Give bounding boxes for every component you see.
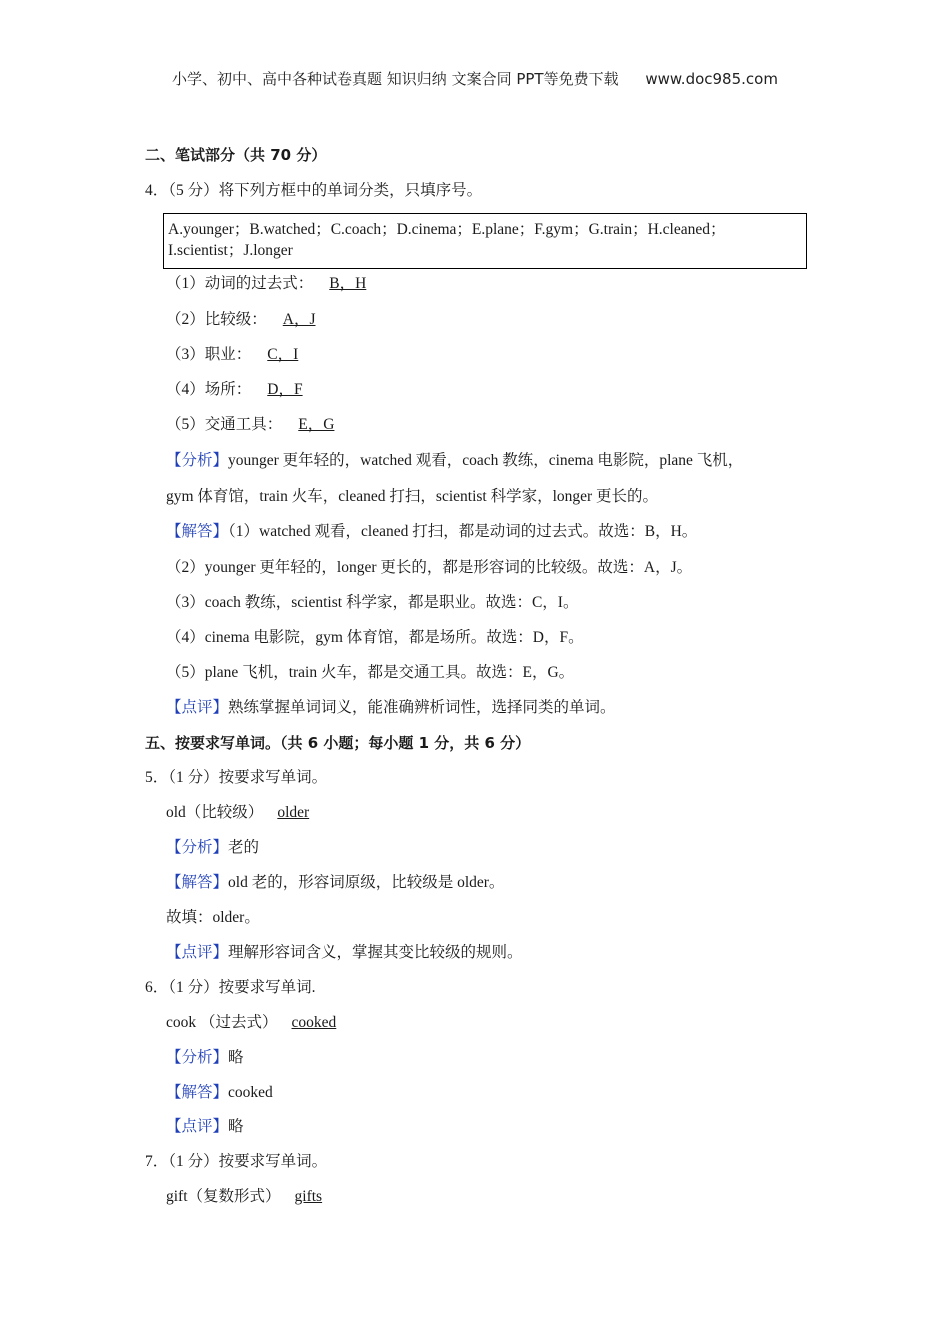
q4-item-5-label: （5）交通工具： — [166, 416, 283, 433]
q4-comment-text: 熟练掌握单词词义，能准确辨析词性，选择同类的单词。 — [228, 699, 616, 716]
q6-solution — [166, 1083, 273, 1103]
q4-solution-4: （4）cinema 电影院，gym 体育馆，都是场所。故选：D，F。 — [166, 629, 584, 646]
analysis-tag: 【分析】 — [166, 839, 229, 856]
q5-answer: older — [277, 804, 310, 821]
word-box-line-2: I.scientist；J.longer — [168, 242, 293, 259]
q4-item-5-answer: E，G — [298, 416, 335, 433]
q4-item-1-label: （1）动词的过去式： — [166, 275, 314, 292]
section-title-written: 二、笔试部分（共 70 分） — [145, 146, 327, 164]
solution-tag: 【解答】 — [166, 1084, 229, 1101]
word-box-line-1: A.younger；B.watched；C.coach；D.cinema；E.plane；F.gym；G.train；H.cleaned； — [168, 221, 726, 238]
question-6-stem: 6．（1 分）按要求写单词. — [145, 979, 316, 996]
q4-solution-1: （1）watched 观看，cleaned 打扫，都是动词的过去式。故选：B，H。 — [228, 523, 698, 540]
analysis-tag: 【分析】 — [166, 452, 229, 469]
q5-prompt — [166, 803, 309, 823]
comment-tag: 【点评】 — [166, 944, 229, 961]
q4-item-1-answer: B，H — [329, 275, 367, 292]
q5-fill: 故填：older。 — [166, 909, 260, 926]
q5-solution — [166, 873, 504, 893]
header-url[interactable]: www.doc985.com — [645, 70, 778, 88]
analysis-tag: 【分析】 — [166, 1049, 229, 1066]
q4-comment — [166, 698, 616, 718]
q4-item-2-answer: A，J — [282, 311, 316, 328]
q4-solution-5: （5）plane 飞机，train 火车，都是交通工具。故选：E，G。 — [166, 664, 575, 681]
word-box — [163, 213, 807, 269]
q6-prompt-text: cook （过去式） — [166, 1014, 278, 1031]
q4-analysis-cont: gym 体育馆，train 火车，cleaned 打扫，scientist 科学家，longer 更长的。 — [166, 488, 659, 505]
section-title-write-words: 五、按要求写单词。（共 6 小题；每小题 1 分，共 6 分） — [145, 734, 531, 752]
q4-item-2 — [166, 310, 316, 330]
q4-solution — [166, 522, 697, 542]
q4-analysis — [166, 451, 743, 471]
q5-comment — [166, 943, 523, 963]
q4-analysis-text-1: younger 更年轻的，watched 观看，coach 教练，cinema 电影院，plane 飞机， — [228, 452, 744, 469]
q5-comment-text: 理解形容词含义，掌握其变比较级的规则。 — [228, 944, 523, 961]
q6-analysis-text: 略 — [228, 1049, 244, 1066]
q4-item-2-label: （2）比较级： — [166, 311, 267, 328]
q4-solution-3: （3）coach 教练，scientist 科学家，都是职业。故选：C，I。 — [166, 594, 579, 611]
q4-item-3-label: （3）职业： — [166, 346, 252, 363]
q5-prompt-text: old（比较级） — [166, 804, 264, 821]
comment-tag: 【点评】 — [166, 699, 229, 716]
page-header — [0, 68, 950, 89]
solution-tag: 【解答】 — [166, 523, 229, 540]
q6-comment — [166, 1117, 244, 1137]
q7-prompt — [166, 1187, 322, 1207]
question-5-stem: 5．（1 分）按要求写单词。 — [145, 769, 328, 786]
q7-prompt-text: gift（复数形式） — [166, 1188, 281, 1205]
q6-comment-text: 略 — [228, 1118, 244, 1135]
q6-solution-text: cooked — [228, 1084, 273, 1101]
q4-item-4 — [166, 380, 303, 400]
solution-tag: 【解答】 — [166, 874, 229, 891]
q6-prompt — [166, 1013, 336, 1033]
header-text: 小学、初中、高中各种试卷真题 知识归纳 文案合同 PPT等免费下载 — [172, 70, 619, 88]
question-4-stem: 4．（5 分）将下列方框中的单词分类，只填序号。 — [145, 182, 483, 199]
q4-solution-2: （2）younger 更年轻的，longer 更长的，都是形容词的比较级。故选：A，J。 — [166, 559, 693, 576]
q4-item-4-label: （4）场所： — [166, 381, 252, 398]
q5-solution-text: old 老的，形容词原级，比较级是 older。 — [228, 874, 505, 891]
question-7-stem: 7．（1 分）按要求写单词。 — [145, 1153, 328, 1170]
q7-answer: gifts — [294, 1188, 323, 1205]
q4-item-4-answer: D，F — [267, 381, 303, 398]
q4-item-5 — [166, 415, 334, 435]
q5-analysis — [166, 838, 259, 858]
q6-analysis — [166, 1048, 244, 1068]
q5-analysis-text: 老的 — [228, 839, 260, 856]
q4-item-3-answer: C，I — [267, 346, 299, 363]
comment-tag: 【点评】 — [166, 1118, 229, 1135]
q6-answer: cooked — [291, 1014, 337, 1031]
q4-item-1 — [166, 274, 366, 294]
q4-item-3 — [166, 345, 298, 365]
